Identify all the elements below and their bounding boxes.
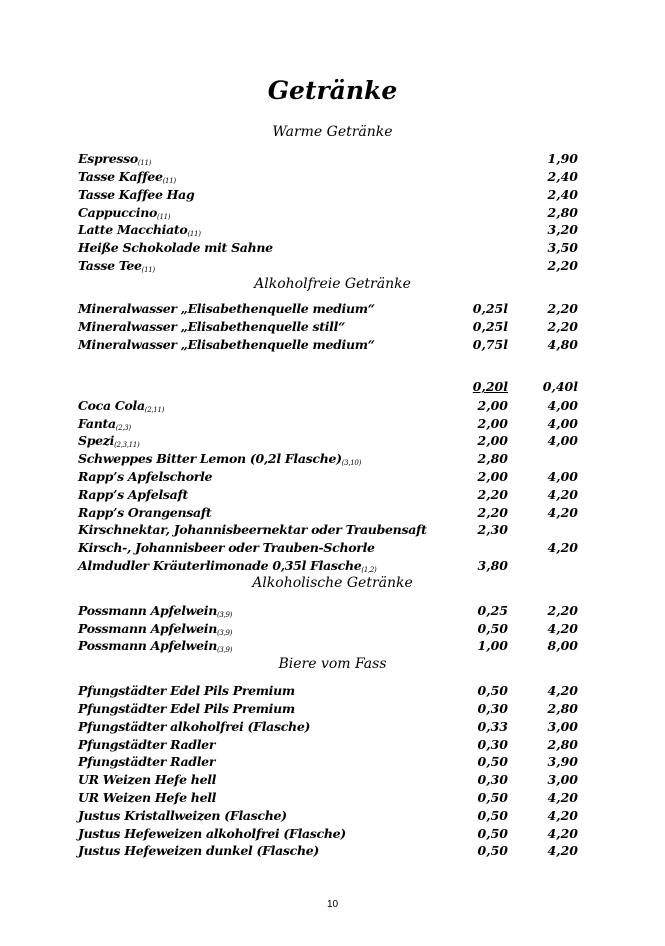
item-name: Justus Kristallweizen (Flasche)	[78, 808, 287, 823]
menu-row	[78, 469, 598, 487]
item-size: 0,25l	[472, 301, 508, 316]
item-size: 2,20	[477, 505, 508, 520]
item-name: Possmann Apfelwein$_{(3,9)}$	[78, 638, 233, 654]
size-header-small: 0,20l	[472, 379, 508, 394]
item-note: (11)	[187, 230, 201, 238]
item-name: Pfungstädter alkoholfrei (Flasche)	[78, 719, 311, 734]
item-size: 0,30	[477, 772, 508, 787]
item-name: Tasse Tee$_{(11)}$	[78, 258, 155, 274]
item-note: (2,3,11)	[114, 441, 140, 449]
item-name: Justus Hefeweizen dunkel (Flasche)	[78, 843, 320, 858]
item-name: Kirschnektar, Johannisbeernektar oder Traubensaft	[78, 522, 427, 537]
menu-row	[78, 621, 598, 639]
menu-row	[78, 603, 598, 621]
item-price: 4,20	[547, 621, 578, 636]
item-name: Mineralwasser „Elisabethenquelle medium“	[78, 337, 375, 352]
menu-row	[78, 754, 598, 772]
menu-row	[78, 701, 598, 719]
item-price: 3,20	[547, 222, 578, 237]
item-price: 1,90	[547, 151, 578, 166]
item-name: Tasse Kaffee Hag	[78, 187, 195, 202]
size-header-row	[78, 379, 598, 397]
item-price: 4,80	[547, 337, 578, 352]
item-name: Kirsch-, Johannisbeer oder Trauben-Schorle	[78, 540, 375, 555]
item-name: UR Weizen Hefe hell	[78, 772, 217, 787]
menu-row	[78, 301, 598, 319]
item-price: 4,00	[547, 469, 578, 484]
menu-row	[78, 505, 598, 523]
menu-row	[78, 826, 598, 844]
item-name: Possmann Apfelwein$_{(3,9)}$	[78, 621, 233, 637]
item-name: Fanta$_{(2,3)}$	[78, 416, 131, 432]
item-name: Rapp’s Apfelsaft	[78, 487, 189, 502]
item-size: 0,75l	[472, 337, 508, 352]
item-size: 2,00	[477, 416, 508, 431]
item-note: (3,9)	[217, 611, 233, 619]
menu-row	[78, 638, 598, 656]
item-name: Mineralwasser „Elisabethenquelle medium“	[78, 301, 375, 316]
item-price: 2,40	[547, 169, 578, 184]
item-note: (1,2)	[361, 566, 377, 574]
item-price: 4,20	[547, 790, 578, 805]
menu-row	[78, 540, 598, 558]
item-name: Heiße Schokolade mit Sahne	[78, 240, 273, 255]
menu-row	[78, 808, 598, 826]
menu-row	[78, 790, 598, 808]
item-price: 4,20	[547, 487, 578, 502]
item-price: 2,20	[547, 603, 578, 618]
item-name: Rapp’s Orangensaft	[78, 505, 212, 520]
item-size: 2,30	[477, 522, 508, 537]
menu-row	[78, 487, 598, 505]
item-price: 4,20	[547, 540, 578, 555]
item-size: 0,25	[477, 603, 508, 618]
menu-row	[78, 772, 598, 790]
menu-row	[78, 522, 598, 540]
item-size: 3,80	[477, 558, 508, 573]
menu-row	[78, 683, 598, 701]
item-price: 2,80	[547, 205, 578, 220]
item-name: Almdudler Kräuterlimonade 0,35l Flasche$_{(1,2)}$	[78, 558, 377, 574]
item-name: UR Weizen Hefe hell	[78, 790, 217, 805]
menu-row	[78, 398, 598, 416]
item-size: 0,50	[477, 683, 508, 698]
item-size: 0,33	[477, 719, 508, 734]
item-size: 1,00	[477, 638, 508, 653]
item-size: 0,25l	[472, 319, 508, 334]
item-name: Mineralwasser „Elisabethenquelle still“	[78, 319, 345, 334]
item-note: (11)	[141, 266, 155, 274]
item-note: (11)	[137, 159, 152, 167]
item-name: Justus Hefeweizen alkoholfrei (Flasche)	[78, 826, 346, 841]
item-size: 0,50	[477, 826, 508, 841]
item-name: Pfungstädter Edel Pils Premium	[78, 701, 295, 716]
section-heading-alcohol: Alkoholische Getränke	[252, 575, 413, 591]
item-name: Espresso$_{(11)}$	[78, 151, 152, 167]
item-size: 0,50	[477, 843, 508, 858]
item-name: Rapp’s Apfelschorle	[78, 469, 213, 484]
item-price: 2,20	[547, 258, 578, 273]
menu-row	[78, 240, 598, 258]
item-size: 0,50	[477, 808, 508, 823]
section-heading-warm: Warme Getränke	[272, 124, 393, 140]
menu-row	[78, 319, 598, 337]
item-price: 8,00	[547, 638, 578, 653]
item-price: 2,20	[547, 301, 578, 316]
menu-row	[78, 222, 598, 240]
menu-row	[78, 337, 598, 355]
menu-row	[78, 433, 598, 451]
item-price: 4,20	[547, 826, 578, 841]
item-size: 0,50	[477, 621, 508, 636]
item-name: Spezi$_{(2,3,11)}$	[78, 433, 140, 449]
item-price: 4,00	[547, 416, 578, 431]
item-price: 4,00	[547, 398, 578, 413]
item-name: Cappuccino$_{(11)}$	[78, 205, 171, 221]
item-size: 0,50	[477, 754, 508, 769]
item-note: (3,9)	[217, 629, 233, 637]
menu-row	[78, 151, 598, 169]
menu-row	[78, 737, 598, 755]
item-note: (11)	[157, 213, 171, 221]
item-size: 0,30	[477, 701, 508, 716]
size-header-large: 0,40l	[542, 379, 578, 394]
item-price: 3,00	[547, 772, 578, 787]
menu-row	[78, 205, 598, 223]
item-size: 2,00	[477, 469, 508, 484]
menu-row	[78, 258, 598, 276]
item-name: Coca Cola$_{(2,11)}$	[78, 398, 165, 414]
item-price: 4,20	[547, 683, 578, 698]
item-name: Latte Macchiato$_{(11)}$	[78, 222, 201, 238]
menu-row	[78, 416, 598, 434]
item-size: 0,30	[477, 737, 508, 752]
item-note: (3,9)	[217, 646, 233, 654]
item-price: 2,20	[547, 319, 578, 334]
menu-row	[78, 558, 598, 576]
page-number: 10	[326, 899, 339, 910]
item-size: 2,20	[477, 487, 508, 502]
item-price: 3,90	[547, 754, 578, 769]
item-price: 2,80	[547, 701, 578, 716]
section-heading-beer: Biere vom Fass	[278, 656, 387, 672]
item-price: 2,40	[547, 187, 578, 202]
item-name: Schweppes Bitter Lemon (0,2l $Flasche)_{(3,10)}$	[78, 451, 361, 467]
menu-row	[78, 169, 598, 187]
item-note: (2,11)	[144, 406, 165, 414]
item-size: 2,80	[477, 451, 508, 466]
menu-row	[78, 843, 598, 861]
item-price: 3,50	[547, 240, 578, 255]
menu-row	[78, 451, 598, 469]
item-name: Pfungstädter Radler	[78, 737, 216, 752]
item-price: 4,00	[547, 433, 578, 448]
item-name: Tasse Kaffee$_{(11)}$	[78, 169, 176, 185]
item-size: 2,00	[477, 398, 508, 413]
item-note: (11)	[162, 177, 176, 185]
item-name: Pfungstädter Radler	[78, 754, 216, 769]
item-size: 0,50	[477, 790, 508, 805]
menu-row	[78, 187, 598, 205]
section-heading-soft: Alkoholfreie Getränke	[254, 276, 411, 292]
item-name: Possmann Apfelwein$_{(3,9)}$	[78, 603, 233, 619]
item-name: Pfungstädter Edel Pils Premium	[78, 683, 295, 698]
item-price: 4,20	[547, 808, 578, 823]
menu-row	[78, 719, 598, 737]
item-note: (3,10)	[341, 459, 361, 467]
item-size: 2,00	[477, 433, 508, 448]
item-price: 4,20	[547, 843, 578, 858]
item-price: 2,80	[547, 737, 578, 752]
page-title: Getränke	[267, 76, 398, 105]
item-price: 3,00	[547, 719, 578, 734]
item-price: 4,20	[547, 505, 578, 520]
item-note: (2,3)	[115, 424, 131, 432]
